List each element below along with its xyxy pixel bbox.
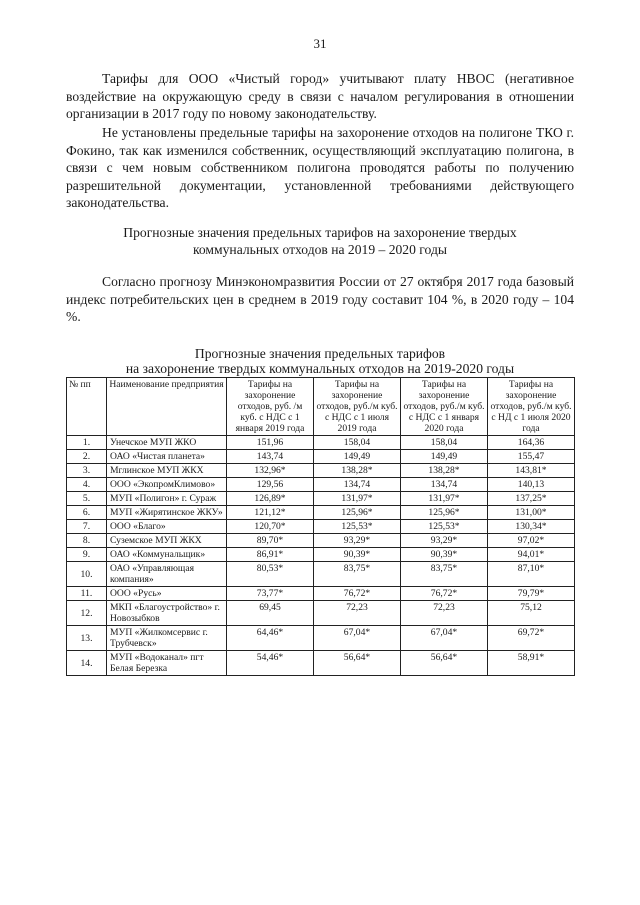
enterprise-name: ООО «Русь» <box>107 587 227 601</box>
row-number: 5. <box>67 492 107 506</box>
table-row <box>67 464 575 478</box>
tariff-jan-2020: 125,53* <box>401 520 488 534</box>
header-number: № пп <box>67 378 107 436</box>
tariff-jan-2019: 89,70* <box>227 534 314 548</box>
tariff-jul-2020: 94,01* <box>488 548 575 562</box>
paragraph-fokino-landfill <box>66 124 574 212</box>
tariff-jan-2020: 72,23 <box>401 601 488 626</box>
tariff-jan-2019: 151,96 <box>227 436 314 450</box>
tariff-jul-2019: 134,74 <box>314 478 401 492</box>
tariff-jul-2019: 67,04* <box>314 626 401 651</box>
tariff-jul-2020: 164,36 <box>488 436 575 450</box>
tariff-jul-2020: 131,00* <box>488 506 575 520</box>
enterprise-name: ОАО «Чистая планета» <box>107 450 227 464</box>
tariff-jul-2019: 72,23 <box>314 601 401 626</box>
table-row <box>67 601 575 626</box>
enterprise-name: МУП «Водоканал» пгт Белая Березка <box>107 651 227 676</box>
tariff-jul-2020: 69,72* <box>488 626 575 651</box>
tariff-jan-2019: 120,70* <box>227 520 314 534</box>
tariff-jan-2020: 76,72* <box>401 587 488 601</box>
tariff-jan-2019: 69,45 <box>227 601 314 626</box>
paragraph-text: Не установлены предельные тарифы на захоронение отходов на полигоне ТКО г. Фокино, так как изменился собственник, осуществляющий эксплуатацию полигона, в связи с чем новым собственником полигона проводятся работы по получению разрешительной документации, установленной требованиями действующего законодательства. <box>66 125 574 210</box>
table-row <box>67 478 575 492</box>
paragraph-forecast-index <box>66 273 574 326</box>
tariff-jan-2019: 121,12* <box>227 506 314 520</box>
table-row <box>67 492 575 506</box>
row-number: 11. <box>67 587 107 601</box>
table-row <box>67 520 575 534</box>
row-number: 1. <box>67 436 107 450</box>
tariff-jan-2020: 131,97* <box>401 492 488 506</box>
row-number: 2. <box>67 450 107 464</box>
tariff-jul-2020: 79,79* <box>488 587 575 601</box>
tariff-jul-2020: 155,47 <box>488 450 575 464</box>
tariff-jul-2019: 93,29* <box>314 534 401 548</box>
enterprise-name: ОАО «Коммунальщик» <box>107 548 227 562</box>
tariff-jan-2019: 64,46* <box>227 626 314 651</box>
row-number: 14. <box>67 651 107 676</box>
tariff-jul-2020: 137,25* <box>488 492 575 506</box>
header-tariff-jan-2019: Тарифы на захоронение отходов, руб. /м куб. с НДС с 1 января 2019 года <box>227 378 314 436</box>
tariff-jan-2020: 149,49 <box>401 450 488 464</box>
row-number: 13. <box>67 626 107 651</box>
tariff-jul-2019: 125,53* <box>314 520 401 534</box>
tariff-jan-2020: 56,64* <box>401 651 488 676</box>
table-row <box>67 436 575 450</box>
tariff-jan-2020: 125,96* <box>401 506 488 520</box>
row-number: 8. <box>67 534 107 548</box>
tariff-jan-2020: 90,39* <box>401 548 488 562</box>
row-number: 12. <box>67 601 107 626</box>
tariff-jul-2020: 58,91* <box>488 651 575 676</box>
enterprise-name: Мглинское МУП ЖКХ <box>107 464 227 478</box>
table-row <box>67 450 575 464</box>
row-number: 3. <box>67 464 107 478</box>
table-row <box>67 548 575 562</box>
tariff-jul-2020: 75,12 <box>488 601 575 626</box>
enterprise-name: МУП «Жилкомсервис г. Трубчевск» <box>107 626 227 651</box>
table-header-row <box>67 378 575 436</box>
paragraph-text: Тарифы для ООО «Чистый город» учитывают плату НВОС (негативное воздействие на окружающую среду в связи с началом регулирования в отношении организации в 2017 году по новому законодательству. <box>66 71 574 121</box>
tariff-jul-2019: 90,39* <box>314 548 401 562</box>
tariff-jul-2020: 140,13 <box>488 478 575 492</box>
tariff-jan-2019: 73,77* <box>227 587 314 601</box>
tariff-jul-2020: 87,10* <box>488 562 575 587</box>
table-row <box>67 534 575 548</box>
table-row <box>67 587 575 601</box>
enterprise-name: ОАО «Управляющая компания» <box>107 562 227 587</box>
tariff-jan-2019: 54,46* <box>227 651 314 676</box>
tariff-jul-2019: 76,72* <box>314 587 401 601</box>
table-row <box>67 506 575 520</box>
tariff-jul-2019: 56,64* <box>314 651 401 676</box>
enterprise-name: ООО «ЭкопромКлимово» <box>107 478 227 492</box>
tariff-jan-2019: 126,89* <box>227 492 314 506</box>
row-number: 4. <box>67 478 107 492</box>
tariff-jan-2020: 158,04 <box>401 436 488 450</box>
tariff-jan-2020: 138,28* <box>401 464 488 478</box>
tariff-jan-2020: 83,75* <box>401 562 488 587</box>
enterprise-name: Унечское МУП ЖКО <box>107 436 227 450</box>
tariff-jan-2020: 67,04* <box>401 626 488 651</box>
tariff-jul-2019: 158,04 <box>314 436 401 450</box>
enterprise-name: МУП «Полигон» г. Сураж <box>107 492 227 506</box>
row-number: 10. <box>67 562 107 587</box>
enterprise-name: Суземское МУП ЖКХ <box>107 534 227 548</box>
tariff-table <box>66 377 575 676</box>
section-heading-line-1: Прогнозные значения предельных тарифов на захоронение твердых <box>123 225 517 240</box>
table-title-line-1: Прогнозные значения предельных тарифов <box>194 346 446 361</box>
table-row <box>67 626 575 651</box>
header-enterprise-name: Наименование предприятия <box>107 378 227 436</box>
tariff-jan-2019: 86,91* <box>227 548 314 562</box>
tariff-jul-2020: 130,34* <box>488 520 575 534</box>
enterprise-name: МКП «Благоустройство» г. Новозыбков <box>107 601 227 626</box>
tariff-jul-2019: 131,97* <box>314 492 401 506</box>
tariff-jan-2019: 143,74 <box>227 450 314 464</box>
tariff-jan-2020: 134,74 <box>401 478 488 492</box>
tariff-jan-2020: 93,29* <box>401 534 488 548</box>
header-tariff-jul-2020: Тарифы на захоронение отходов, руб./м куб. с НД с 1 июля 2020 года <box>488 378 575 436</box>
tariff-jan-2019: 80,53* <box>227 562 314 587</box>
tariff-jul-2019: 125,96* <box>314 506 401 520</box>
tariff-jan-2019: 129,56 <box>227 478 314 492</box>
table-title-line-2: на захоронение твердых коммунальных отходов на 2019-2020 годы <box>125 361 515 376</box>
tariff-jul-2019: 138,28* <box>314 464 401 478</box>
enterprise-name: ООО «Благо» <box>107 520 227 534</box>
header-tariff-jul-2019: Тарифы на захоронение отходов, руб./м куб. с НДС с 1 июля 2019 года <box>314 378 401 436</box>
page-number: 31 <box>313 36 327 51</box>
paragraph-tariffs-clean-city <box>66 70 574 123</box>
tariff-jul-2019: 83,75* <box>314 562 401 587</box>
paragraph-text: Согласно прогнозу Минэкономразвития России от 27 октября 2017 года базовый индекс потребительских цен в среднем в 2019 году составит 104 %, в 2020 году – 104 %. <box>66 274 574 324</box>
table-row <box>67 562 575 587</box>
tariff-jan-2019: 132,96* <box>227 464 314 478</box>
tariff-jul-2020: 143,81* <box>488 464 575 478</box>
tariff-jul-2019: 149,49 <box>314 450 401 464</box>
header-tariff-jan-2020: Тарифы на захоронение отходов, руб./м куб. с НДС с 1 января 2020 года <box>401 378 488 436</box>
row-number: 7. <box>67 520 107 534</box>
enterprise-name: МУП «Жирятинское ЖКУ» <box>107 506 227 520</box>
table-row <box>67 651 575 676</box>
section-heading-line-2: коммунальных отходов на 2019 – 2020 годы <box>192 242 447 257</box>
row-number: 6. <box>67 506 107 520</box>
tariff-jul-2020: 97,02* <box>488 534 575 548</box>
row-number: 9. <box>67 548 107 562</box>
